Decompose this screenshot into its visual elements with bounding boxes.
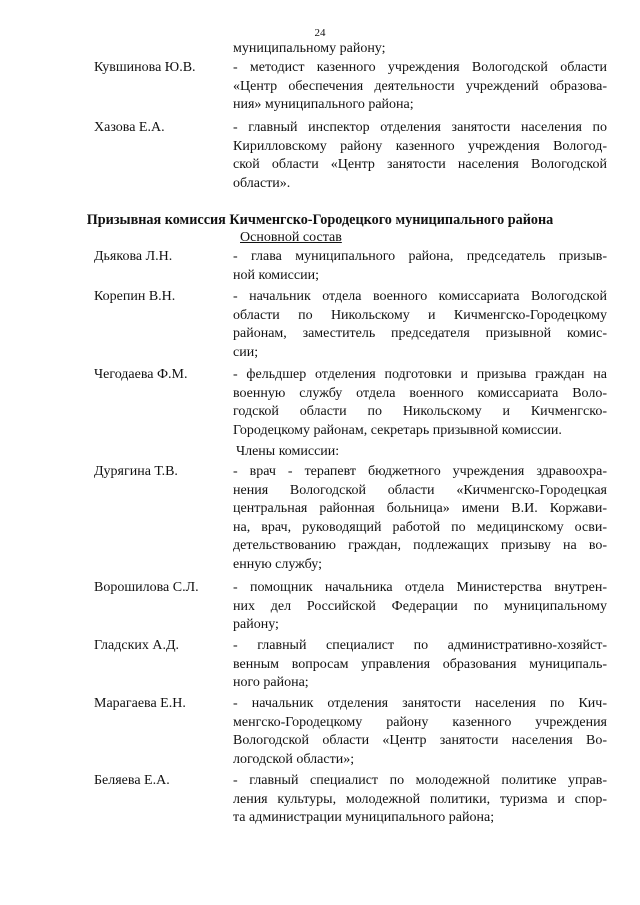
description-line: енную службу; — [233, 556, 322, 572]
description-line: - врач - терапевт бюджетного учреждения здравоохра- — [233, 464, 607, 479]
description-line: району; — [233, 617, 279, 632]
person-name: Беляева Е.А. — [94, 773, 170, 788]
description-line: них дел Российской Федерации по муниципальному — [233, 598, 607, 614]
description-line: Вологодской области «Центр занятости населения Во- — [233, 733, 607, 748]
description-line: - фельдшер отделения подготовки и призыва граждан на — [233, 367, 607, 382]
main-composition-heading: Основной состав — [240, 230, 342, 245]
description-line: менгско-Городецкому району казенного учреждения — [233, 714, 607, 730]
entry-description — [233, 695, 607, 769]
entry-description — [233, 637, 607, 693]
person-name: Дурягина Т.В. — [94, 464, 178, 479]
person-name: Дьякова Л.Н. — [94, 249, 173, 264]
description-line: области по Никольскому и Кичменгско-Городецкому — [233, 307, 607, 323]
person-name: Гладских А.Д. — [94, 638, 180, 653]
members-label: Члены комиссии: — [236, 444, 340, 459]
description-line: на, врач, руководящий работой по медицинскому осви- — [233, 519, 607, 535]
entry-description — [233, 59, 607, 115]
description-line: ного района; — [233, 675, 309, 690]
person-name: Кувшинова Ю.В. — [94, 60, 196, 75]
description-line: Кирилловскому району казенного учреждения Вологод- — [233, 138, 607, 154]
entry-description — [233, 40, 607, 59]
description-line: - главный инспектор отделения занятости населения по — [233, 120, 607, 135]
entry-description — [233, 772, 607, 828]
description-line: венным вопросам управления образования муниципаль- — [233, 656, 607, 672]
description-line: годской области по Никольскому и Кичменгско- — [233, 404, 607, 419]
description-line: области». — [233, 175, 291, 191]
page-number: 24 — [314, 27, 326, 39]
description-line: «Центр обеспечения деятельности учреждений образова- — [233, 78, 607, 94]
description-line: - помощник начальника отдела Министерства внутрен- — [233, 580, 607, 595]
description-line: муниципальному району; — [233, 41, 386, 56]
description-line: детельствованию граждан, подлежащих призыву на во- — [233, 538, 607, 553]
entry-description — [233, 248, 607, 285]
description-line: логодской области»; — [233, 751, 355, 767]
entry-description — [233, 366, 607, 440]
description-line: нения Вологодской области «Кичменгско-Городецкая — [233, 482, 607, 498]
description-line: Городецкому районам, секретарь призывной комиссии. — [233, 422, 562, 438]
entry-description — [233, 579, 607, 635]
description-line: - главный специалист по административно-хозяйст- — [233, 638, 607, 653]
description-line: районам, заместитель председателя призывной комис- — [233, 326, 607, 341]
description-line: - начальник отделения занятости населения по Кич- — [233, 696, 607, 711]
description-line: ления культуры, молодежной политики, туризма и спор- — [233, 791, 607, 807]
person-name: Ворошилова С.Л. — [94, 580, 199, 595]
commission-title: Призывная комиссия Кичменгско-Городецкого муниципального района — [86, 212, 554, 228]
person-name: Чегодаева Ф.М. — [94, 367, 188, 382]
description-line: ной комиссии; — [233, 267, 319, 283]
description-line: сии; — [233, 344, 259, 360]
person-name: Марагаева Е.Н. — [94, 696, 186, 711]
description-line: ния» муниципального района; — [233, 97, 414, 112]
description-line: та администрации муниципального района; — [233, 810, 495, 825]
entry-description — [233, 119, 607, 193]
description-line: - начальник отдела военного комиссариата Вологодской — [233, 289, 607, 304]
description-line: военную службу отдела военного комиссариата Воло- — [233, 385, 607, 401]
description-line: ской области «Центр занятости населения Вологодской — [233, 157, 607, 172]
description-line: - главный специалист по молодежной политике управ- — [233, 773, 607, 788]
person-name: Корепин В.Н. — [94, 289, 176, 304]
description-line: центральная районная больница» имени В.И. Коржави- — [233, 501, 607, 516]
entry-description — [233, 288, 607, 362]
person-name: Хазова Е.А. — [94, 120, 165, 135]
entry-description — [233, 463, 607, 574]
description-line: - глава муниципального района, председатель призыв- — [233, 249, 607, 264]
description-line: - методист казенного учреждения Вологодской области — [233, 60, 607, 75]
